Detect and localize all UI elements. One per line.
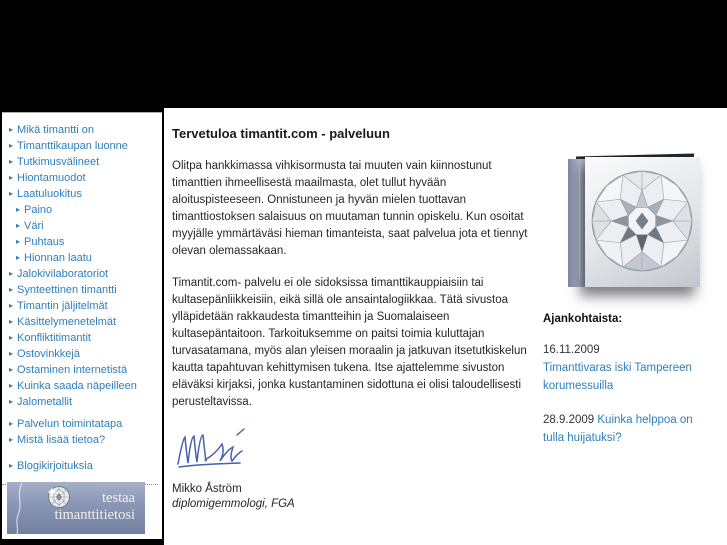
sidebar-item-jalometallit[interactable] — [9, 394, 162, 410]
intro-paragraph: Olitpa hankkimassa vihkisormusta tai muuten vain kiinnostunut timanttien ihmeellisestä maailmasta, olet tullut hyvään aloituspisteeseen. Onnistuneen ja hyvän mielen tuottavan timanttiostoksen salaisuus on muutaman tunnin opiskelu. Kun osoitat myyjälle ymmärtäväsi hieman timanteista, saat palvelua jota et tiennyt olevan olemassakaan. — [172, 160, 528, 257]
news-item — [543, 341, 721, 395]
triangle-bullet-icon: ▸ — [9, 435, 14, 444]
news-heading: Ajankohtaista: — [543, 313, 623, 325]
triangle-bullet-icon: ▸ — [9, 125, 14, 134]
triangle-bullet-icon: ▸ — [9, 419, 14, 428]
sidebar-item-synteettinen-timantti[interactable] — [9, 282, 162, 298]
sidebar-item-label[interactable]: Väri — [24, 220, 44, 232]
triangle-bullet-icon: ▸ — [16, 205, 21, 214]
sidebar-item-tutkimusvalineet[interactable] — [9, 154, 162, 170]
sidebar-item-timantin-jaljitelmat[interactable] — [9, 298, 162, 314]
sidebar-item-paino[interactable] — [9, 202, 162, 218]
book-spine — [568, 159, 585, 287]
sidebar-item-label[interactable]: Kuinka saada näpeilleen — [17, 380, 137, 392]
sidebar-item-label[interactable]: Laatuluokitus — [17, 188, 82, 200]
sidebar-nav — [2, 113, 162, 410]
sidebar-item-mista-lisaa-tietoa[interactable] — [9, 432, 162, 448]
right-column — [543, 155, 721, 459]
news-item — [543, 411, 711, 447]
news-date: 28.9.2009 — [543, 414, 595, 426]
quiz-banner-line1: testaa — [101, 490, 135, 506]
sidebar-item-label[interactable]: Ostovinkkejä — [17, 348, 80, 360]
triangle-bullet-icon: ▸ — [16, 237, 21, 246]
triangle-bullet-icon: ▸ — [9, 317, 14, 326]
sidebar-item-vari[interactable] — [9, 218, 162, 234]
sidebar-item-kuinka-saada-napeilleen[interactable] — [9, 378, 162, 394]
news-link-timanttivaras[interactable]: Timanttivaras iski Tampereen korumessuilla — [543, 362, 692, 392]
sidebar-item-timanttikaupan-luonne[interactable] — [9, 138, 162, 154]
triangle-bullet-icon: ▸ — [9, 381, 14, 390]
mission-paragraph: Timantit.com- palvelu ei ole sidoksissa timanttikauppiaisiin tai kultasepänliikkeisiin, eikä sillä ole ansaintalogiikkaa. Tätä sivustoa ylläpidetään rakkaudesta timantteihin ja Suomalaiseen kultasepäntaitoon. Tarkoituksemme on paitsi toimia kuluttajan turvasatamana, myös alan yleisen moraalin ja jatkuvan itsetutkiskelun kautta tapahtuvan kehittymisen tukena. Itse ajattelemme sivuston eläväksi kirjaksi, jonka kustantaminen sidottuna ei olisi taloudellisesti perusteltavissa. — [172, 277, 527, 408]
quiz-banner-line2: timanttitietosi — [54, 507, 135, 523]
sidebar-item-label[interactable]: Palvelun toimintatapa — [17, 418, 123, 430]
book-cover-image — [568, 155, 702, 291]
news-link-huijatuksi[interactable]: Kuinka helppoa on tulla huijatuksi? — [543, 414, 693, 444]
sidebar-item-label[interactable]: Jalometallit — [17, 396, 73, 408]
sidebar-item-blogikirjoituksia[interactable] — [9, 458, 162, 474]
sidebar-item-label[interactable]: Timantin jäljitelmät — [17, 300, 108, 312]
quiz-banner[interactable] — [7, 482, 145, 534]
sidebar-item-kasittelymenetelmat[interactable] — [9, 314, 162, 330]
sidebar-item-label[interactable]: Paino — [24, 204, 53, 216]
main-content — [164, 108, 727, 545]
sidebar-item-laatuluokitus[interactable] — [9, 186, 162, 202]
sidebar-item-ostaminen-internetista[interactable] — [9, 362, 162, 378]
sidebar-item-label[interactable]: Konfliktitimantit — [17, 332, 91, 344]
triangle-bullet-icon: ▸ — [9, 141, 14, 150]
sidebar-item-konfliktitimantit[interactable] — [9, 330, 162, 346]
curve-line-decoration — [13, 482, 27, 534]
sidebar-item-hionnan-laatu[interactable] — [9, 250, 162, 266]
diamond-photo — [589, 168, 695, 274]
triangle-bullet-icon: ▸ — [9, 269, 14, 278]
triangle-bullet-icon: ▸ — [9, 301, 14, 310]
signature-name: Mikko Åström — [172, 483, 242, 495]
sidebar-item-ostovinkkeja[interactable] — [9, 346, 162, 362]
sidebar-item-label[interactable]: Ostaminen internetistä — [17, 364, 128, 376]
triangle-bullet-icon: ▸ — [9, 397, 14, 406]
sidebar-item-label[interactable]: Timanttikaupan luonne — [17, 140, 128, 152]
triangle-bullet-icon: ▸ — [9, 365, 14, 374]
quiz-banner-text — [54, 490, 135, 524]
triangle-bullet-icon: ▸ — [16, 253, 21, 262]
sidebar-item-label[interactable]: Jalokivilaboratoriot — [17, 268, 109, 280]
triangle-bullet-icon: ▸ — [9, 173, 14, 182]
page-title: Tervetuloa timantit.com - palveluun — [172, 126, 390, 141]
news-date: 16.11.2009 — [543, 344, 600, 356]
sidebar-nav-blog — [2, 448, 162, 474]
signature-title: diplomigemmologi, FGA — [172, 498, 295, 510]
book-front-cover — [585, 157, 700, 287]
triangle-bullet-icon: ▸ — [9, 157, 14, 166]
sidebar-item-label[interactable]: Tutkimusvälineet — [17, 156, 100, 168]
sidebar-item-label[interactable]: Synteettinen timantti — [17, 284, 117, 296]
triangle-bullet-icon: ▸ — [9, 461, 14, 470]
triangle-bullet-icon: ▸ — [9, 333, 14, 342]
sidebar-nav-secondary — [2, 410, 162, 448]
sidebar-item-label[interactable]: Mistä lisää tietoa? — [17, 434, 106, 446]
sidebar-item-label[interactable]: Käsittelymenetelmät — [17, 316, 117, 328]
sidebar-item-label[interactable]: Mikä timantti on — [17, 124, 95, 136]
sidebar-item-hiontamuodot[interactable] — [9, 170, 162, 186]
sidebar-item-label[interactable]: Blogikirjoituksia — [17, 460, 93, 472]
triangle-bullet-icon: ▸ — [9, 285, 14, 294]
sidebar-item-label[interactable]: Hionnan laatu — [24, 252, 92, 264]
sidebar-item-palvelun-toimintatapa[interactable] — [9, 416, 162, 432]
triangle-bullet-icon: ▸ — [9, 349, 14, 358]
sidebar-item-label[interactable]: Puhtaus — [24, 236, 65, 248]
triangle-bullet-icon: ▸ — [16, 221, 21, 230]
triangle-bullet-icon: ▸ — [9, 189, 14, 198]
sidebar-item-label[interactable]: Hiontamuodot — [17, 172, 86, 184]
sidebar-item-puhtaus[interactable] — [9, 234, 162, 250]
sidebar-item-mika-timantti-on[interactable] — [9, 122, 162, 138]
sidebar-item-jalokivilaboratoriot[interactable] — [9, 266, 162, 282]
sidebar — [2, 112, 162, 539]
